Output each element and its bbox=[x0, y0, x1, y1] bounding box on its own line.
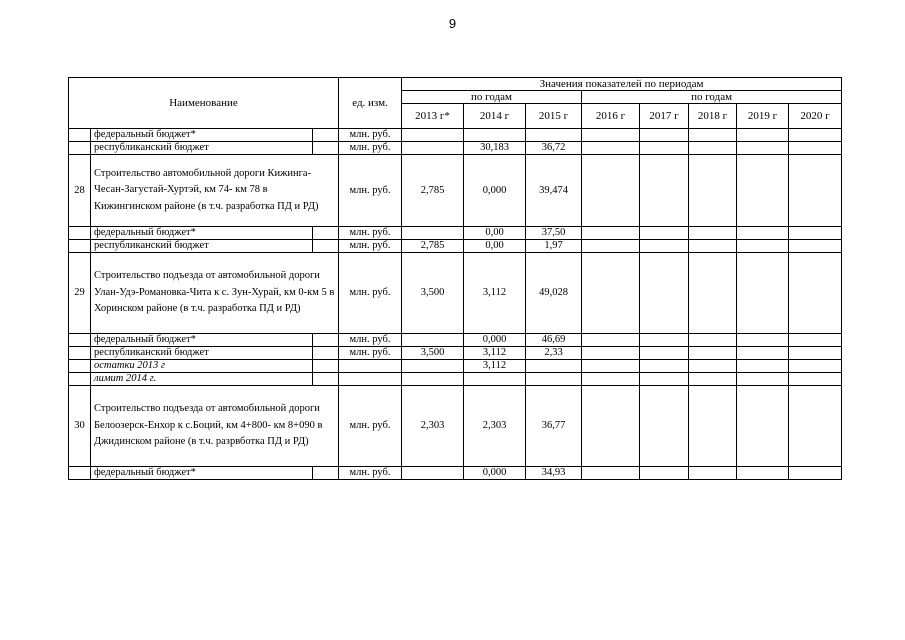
cell-value bbox=[737, 240, 789, 253]
cell-value bbox=[789, 240, 842, 253]
row-unit bbox=[339, 373, 402, 386]
cell-value bbox=[737, 129, 789, 142]
row-number bbox=[69, 334, 91, 347]
row-unit: млн. руб. bbox=[339, 129, 402, 142]
row-name: федеральный бюджет* bbox=[91, 227, 313, 240]
cell-value bbox=[789, 386, 842, 467]
year-header: 2015 г bbox=[526, 104, 582, 129]
header-unit: ед. изм. bbox=[339, 78, 402, 129]
cell-value: 36,72 bbox=[526, 142, 582, 155]
cell-value bbox=[737, 347, 789, 360]
cell-value: 0,000 bbox=[464, 467, 526, 480]
cell-value bbox=[689, 347, 737, 360]
cell-value bbox=[737, 155, 789, 227]
row-name: остатки 2013 г bbox=[91, 360, 313, 373]
cell-value: 3,112 bbox=[464, 253, 526, 334]
cell-value bbox=[689, 227, 737, 240]
cell-value bbox=[640, 334, 689, 347]
cell-value bbox=[582, 227, 640, 240]
cell-value bbox=[689, 240, 737, 253]
row-name: федеральный бюджет* bbox=[91, 467, 313, 480]
cell-value: 2,303 bbox=[402, 386, 464, 467]
cell-value bbox=[640, 373, 689, 386]
table-row bbox=[69, 155, 842, 227]
cell-value bbox=[526, 129, 582, 142]
row-name: лимит 2014 г. bbox=[91, 373, 313, 386]
cell-value bbox=[689, 155, 737, 227]
cell-value bbox=[640, 253, 689, 334]
cell-value bbox=[582, 334, 640, 347]
cell-value: 2,33 bbox=[526, 347, 582, 360]
cell-value bbox=[789, 467, 842, 480]
cell-value bbox=[689, 142, 737, 155]
row-number: 30 bbox=[69, 386, 91, 467]
cell-value: 46,69 bbox=[526, 334, 582, 347]
cell-value bbox=[526, 373, 582, 386]
cell-value bbox=[789, 360, 842, 373]
cell-value bbox=[582, 240, 640, 253]
row-unit: млн. руб. bbox=[339, 155, 402, 227]
cell-value bbox=[737, 360, 789, 373]
cell-value bbox=[464, 129, 526, 142]
row-unit: млн. руб. bbox=[339, 386, 402, 467]
row-number bbox=[69, 227, 91, 240]
cell-value bbox=[640, 227, 689, 240]
cell-value bbox=[789, 253, 842, 334]
row-name: Строительство подъезда от автомобильной дороги Белоозерск-Енхор к с.Боций, км 4+800- км 8+090 в Джидинском районе (в т.ч. разрвботка ПД и РД) bbox=[91, 386, 339, 467]
cell-value bbox=[582, 253, 640, 334]
cell-value bbox=[582, 373, 640, 386]
cell-value bbox=[737, 253, 789, 334]
cell-value bbox=[582, 129, 640, 142]
cell-value bbox=[789, 155, 842, 227]
cell-value bbox=[582, 467, 640, 480]
year-header: 2020 г bbox=[789, 104, 842, 129]
row-number: 29 bbox=[69, 253, 91, 334]
cell-value bbox=[789, 227, 842, 240]
cell-value: 1,97 bbox=[526, 240, 582, 253]
row-unit: млн. руб. bbox=[339, 253, 402, 334]
cell-value: 3,500 bbox=[402, 347, 464, 360]
row-unit: млн. руб. bbox=[339, 240, 402, 253]
cell-value bbox=[526, 360, 582, 373]
table-row bbox=[69, 467, 842, 480]
row-name: республиканский бюджет bbox=[91, 240, 313, 253]
year-header: 2016 г bbox=[582, 104, 640, 129]
table-row bbox=[69, 240, 842, 253]
cell-value bbox=[737, 386, 789, 467]
row-number bbox=[69, 467, 91, 480]
row-unit: млн. руб. bbox=[339, 334, 402, 347]
cell-value bbox=[582, 155, 640, 227]
row-name: Строительство автомобильной дороги Кижинга-Чесан-Загустай-Хуртэй, км 74- км 78 в Кижингинском районе (в т.ч. разработка ПД и РД) bbox=[91, 155, 339, 227]
row-name: Строительство подъезда от автомобильной дороги Улан-Удэ-Романовка-Чита к с. Зун-Хурай, км 0-км 5 в Хоринском районе (в т.ч. разработка ПД и РД) bbox=[91, 253, 339, 334]
cell-value: 3,112 bbox=[464, 347, 526, 360]
cell-value bbox=[402, 334, 464, 347]
row-unit: млн. руб. bbox=[339, 347, 402, 360]
cell-value bbox=[402, 227, 464, 240]
cell-value bbox=[402, 373, 464, 386]
cell-value: 2,785 bbox=[402, 155, 464, 227]
cell-value: 30,183 bbox=[464, 142, 526, 155]
cell-value: 0,00 bbox=[464, 240, 526, 253]
cell-value: 36,77 bbox=[526, 386, 582, 467]
row-number: 28 bbox=[69, 155, 91, 227]
row-number bbox=[69, 360, 91, 373]
cell-value bbox=[737, 334, 789, 347]
indicators-table bbox=[68, 77, 842, 480]
cell-value bbox=[640, 129, 689, 142]
table-row bbox=[69, 373, 842, 386]
year-header: 2014 г bbox=[464, 104, 526, 129]
table-row bbox=[69, 360, 842, 373]
header-name: Наименование bbox=[69, 78, 339, 129]
cell-value bbox=[582, 142, 640, 155]
row-number bbox=[69, 373, 91, 386]
row-unit: млн. руб. bbox=[339, 142, 402, 155]
row-unit: млн. руб. bbox=[339, 467, 402, 480]
cell-value: 0,000 bbox=[464, 155, 526, 227]
page-number: 9 bbox=[448, 16, 457, 31]
cell-value: 0,000 bbox=[464, 334, 526, 347]
cell-value bbox=[737, 373, 789, 386]
cell-value: 2,303 bbox=[464, 386, 526, 467]
cell-value bbox=[640, 240, 689, 253]
cell-value bbox=[640, 155, 689, 227]
cell-value: 3,112 bbox=[464, 360, 526, 373]
table-row bbox=[69, 253, 842, 334]
table-row bbox=[69, 129, 842, 142]
table-row bbox=[69, 347, 842, 360]
cell-value bbox=[689, 129, 737, 142]
cell-value bbox=[402, 360, 464, 373]
cell-value bbox=[689, 467, 737, 480]
year-header: 2018 г bbox=[689, 104, 737, 129]
cell-value: 39,474 bbox=[526, 155, 582, 227]
cell-value bbox=[640, 347, 689, 360]
cell-value: 34,93 bbox=[526, 467, 582, 480]
year-header: 2013 г* bbox=[402, 104, 464, 129]
cell-value bbox=[737, 142, 789, 155]
row-unit bbox=[339, 360, 402, 373]
cell-value bbox=[640, 467, 689, 480]
cell-value: 2,785 bbox=[402, 240, 464, 253]
row-name: федеральный бюджет* bbox=[91, 129, 313, 142]
cell-value bbox=[737, 467, 789, 480]
row-number bbox=[69, 142, 91, 155]
cell-value: 0,00 bbox=[464, 227, 526, 240]
cell-value bbox=[640, 360, 689, 373]
row-name: республиканский бюджет bbox=[91, 142, 313, 155]
table-row bbox=[69, 227, 842, 240]
cell-value bbox=[689, 373, 737, 386]
cell-value bbox=[789, 347, 842, 360]
cell-value bbox=[689, 334, 737, 347]
cell-value bbox=[640, 386, 689, 467]
cell-value bbox=[582, 386, 640, 467]
cell-value bbox=[402, 467, 464, 480]
cell-value bbox=[464, 373, 526, 386]
cell-value: 37,50 bbox=[526, 227, 582, 240]
cell-value bbox=[582, 347, 640, 360]
cell-value bbox=[689, 386, 737, 467]
row-name: республиканский бюджет bbox=[91, 347, 313, 360]
row-unit: млн. руб. bbox=[339, 227, 402, 240]
cell-value bbox=[640, 142, 689, 155]
year-header: 2019 г bbox=[737, 104, 789, 129]
row-number bbox=[69, 347, 91, 360]
cell-value bbox=[789, 373, 842, 386]
row-number bbox=[69, 240, 91, 253]
table-row bbox=[69, 142, 842, 155]
cell-value bbox=[789, 334, 842, 347]
cell-value bbox=[689, 360, 737, 373]
year-header: 2017 г bbox=[640, 104, 689, 129]
cell-value: 3,500 bbox=[402, 253, 464, 334]
cell-value bbox=[582, 360, 640, 373]
cell-value bbox=[737, 227, 789, 240]
cell-value: 49,028 bbox=[526, 253, 582, 334]
row-number bbox=[69, 129, 91, 142]
header-values-by-period: Значения показателей по периодам bbox=[402, 78, 842, 91]
table-row bbox=[69, 334, 842, 347]
header-by-years-left: по годам bbox=[402, 91, 582, 104]
cell-value bbox=[789, 142, 842, 155]
cell-value bbox=[689, 253, 737, 334]
table-row bbox=[69, 386, 842, 467]
cell-value bbox=[789, 129, 842, 142]
header-by-years-right: по годам bbox=[582, 91, 842, 104]
row-name: федеральный бюджет* bbox=[91, 334, 313, 347]
cell-value bbox=[402, 142, 464, 155]
cell-value bbox=[402, 129, 464, 142]
